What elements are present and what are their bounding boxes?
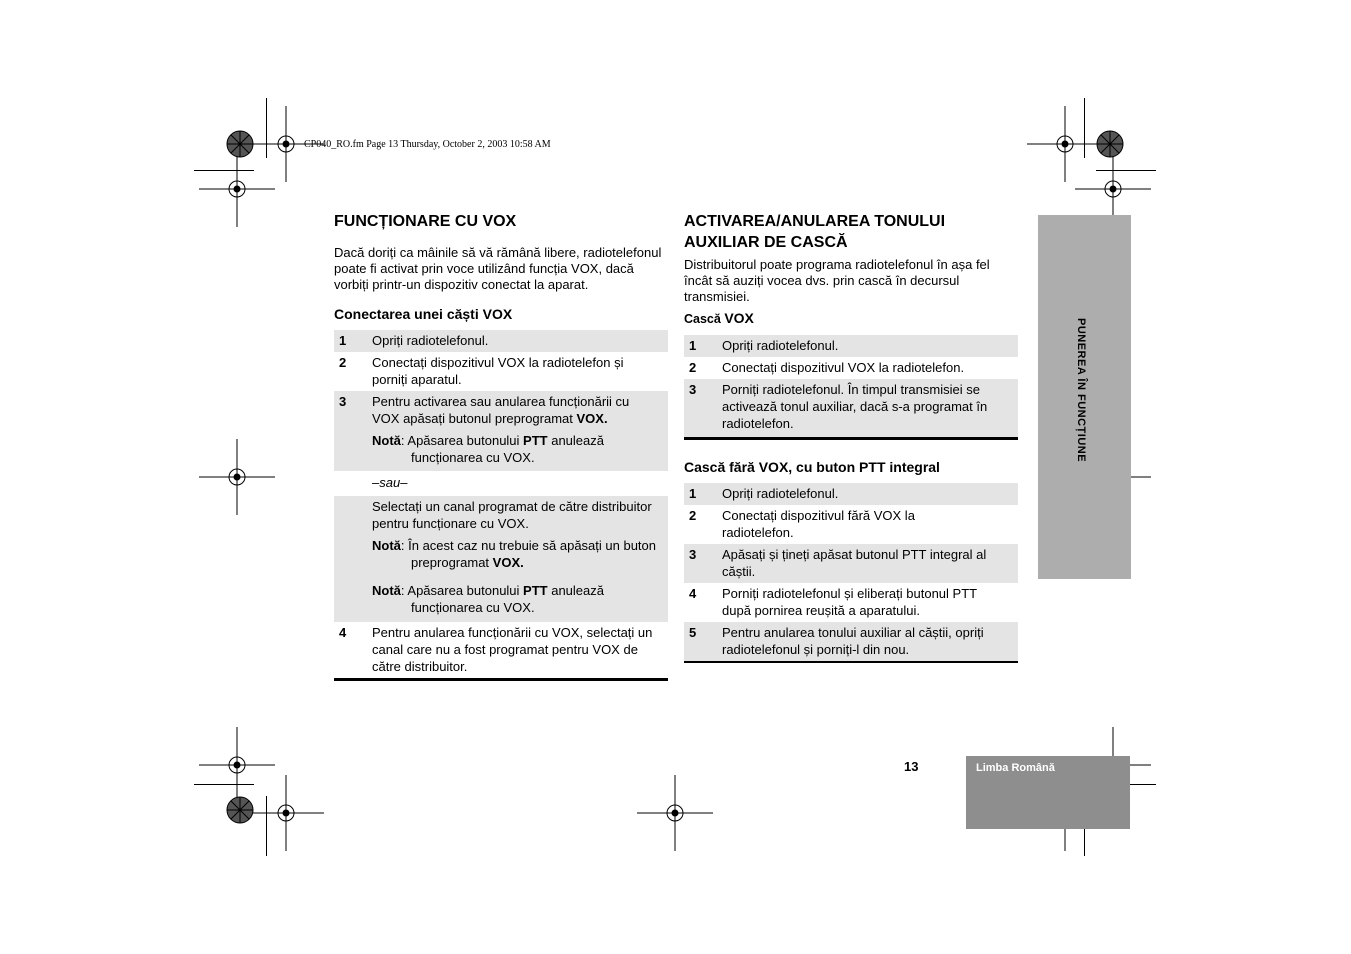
step-text: Porniți radiotelefonul și eliberați butonul PTT după pornirea reușită a aparatului.	[722, 586, 977, 618]
step-text: Conectați dispozitivul VOX la radiotelefon și porniți aparatul.	[372, 355, 624, 387]
table-row	[684, 357, 1018, 379]
crosshair-target-icon	[637, 775, 713, 851]
step-number: 3	[334, 391, 372, 471]
step-text: Conectați dispozitivul fără VOX la radiotelefon.	[722, 508, 915, 540]
title-line: AUXILIAR DE CASCĂ	[684, 234, 848, 251]
note-bold: PTT	[523, 433, 548, 448]
crosshair-target-icon	[199, 439, 275, 515]
note	[372, 537, 660, 571]
step-number: 1	[684, 483, 722, 505]
step-text: Pentru anularea funcționării cu VOX, selectați un canal care nu a fost programat pentru VOX de către distribuitor.	[372, 625, 653, 674]
table-row	[684, 335, 1018, 357]
starburst-target-icon	[227, 797, 253, 823]
table-row	[684, 483, 1018, 505]
step-number: 2	[689, 508, 697, 523]
step-number: 3	[684, 379, 722, 437]
subtitle-part: VOX	[724, 310, 754, 326]
table-row	[334, 496, 668, 622]
step-text: Selectați un canal programat de către distribuitor pentru funcționare cu VOX.	[372, 499, 652, 531]
crosshair-target-icon	[248, 106, 324, 182]
vox-steps-table	[334, 330, 668, 678]
vox-intro-paragraph: Dacă doriți ca mâinile să vă rămână libere, radiotelefonul poate fi activat prin voce utilizând funcția VOX, dacă vorbiți printr-un dispozitiv conectat la aparat.	[334, 245, 662, 292]
note	[372, 582, 660, 616]
table-row	[684, 622, 1018, 661]
step-number: 4	[339, 625, 347, 640]
right-column	[684, 211, 1018, 663]
step-text-bold: VOX.	[576, 411, 608, 426]
step-number: 2	[689, 360, 697, 375]
note-text: : În acest caz nu trebuie să apăsați un buton preprogramat	[400, 538, 657, 570]
language-tab	[966, 756, 1130, 829]
step-cell	[372, 391, 668, 471]
step-text: Pentru anularea tonului auxiliar al căștii, opriți radiotelefonul și porniți-l din nou.	[722, 622, 1018, 661]
note-text: : Apăsarea butonului	[400, 583, 524, 598]
step-text	[372, 393, 660, 427]
step-number	[334, 471, 372, 496]
section-title-sidetone	[684, 211, 1018, 253]
page-number: 13	[904, 759, 919, 774]
table-bottom-rule	[684, 661, 1018, 663]
table-row	[334, 622, 668, 678]
note-label: Notă	[372, 583, 401, 598]
starburst-target-icon	[227, 131, 253, 157]
note-text: anulează funcționarea cu VOX.	[411, 433, 604, 465]
step-number: 2	[339, 355, 347, 370]
note-label: Notă	[372, 433, 401, 448]
note-bold: PTT	[523, 583, 548, 598]
subsection-title-vox-headset: Conectarea unei căști VOX	[334, 306, 513, 322]
crosshair-target-icon	[248, 775, 324, 851]
table-bottom-rule	[334, 678, 668, 681]
subtitle-part: Cască	[684, 312, 725, 326]
file-header-line: CP040_RO.fm Page 13 Thursday, October 2, 2003 10:58 AM	[304, 139, 551, 150]
note-bold: VOX.	[492, 555, 524, 570]
note	[372, 432, 660, 466]
step-text: Apăsați și țineți apăsat butonul PTT integral al căștii.	[722, 544, 1018, 583]
step-number: 4	[689, 586, 697, 601]
or-separator: –sau–	[372, 475, 408, 490]
chapter-side-tab-label: PUNEREA ÎN FUNCȚIUNE	[1075, 318, 1087, 463]
step-number: 1	[334, 330, 372, 352]
step-text: Opriți radiotelefonul.	[722, 483, 1018, 505]
step-text: Conectați dispozitivul VOX la radiotelefon.	[722, 360, 965, 375]
table-row	[684, 583, 1018, 622]
table-row	[334, 330, 668, 352]
table-row	[684, 505, 1018, 544]
step-number: 3	[684, 544, 722, 583]
left-column	[334, 211, 668, 681]
step-text: Opriți radiotelefonul.	[372, 330, 668, 352]
subsection-title-vox-headset	[684, 310, 1018, 326]
step-number	[334, 496, 372, 622]
vox-headset-steps-table	[684, 335, 1018, 437]
table-row	[684, 544, 1018, 583]
step-text-part: Pentru activarea sau anularea funcționării cu VOX apăsați butonul preprogramat	[372, 394, 630, 426]
crosshair-target-icon	[199, 727, 275, 803]
table-row	[334, 471, 668, 496]
note-text: : Apăsarea butonului	[400, 433, 524, 448]
step-cell	[372, 496, 668, 622]
chapter-side-tab	[1038, 215, 1131, 579]
subsection-title-ptt-headset: Cască fără VOX, cu buton PTT integral	[684, 459, 940, 475]
step-number: 1	[684, 335, 722, 357]
table-row	[334, 352, 668, 391]
table-row	[684, 379, 1018, 437]
table-row	[334, 391, 668, 471]
note-text: anulează funcționarea cu VOX.	[411, 583, 604, 615]
step-text: Opriți radiotelefonul.	[722, 335, 1018, 357]
table-bottom-rule	[684, 437, 1018, 440]
starburst-target-icon	[1097, 131, 1123, 157]
crosshair-target-icon	[199, 151, 275, 227]
step-number: 5	[684, 622, 722, 661]
note-label: Notă	[372, 538, 401, 553]
crosshair-target-icon	[1027, 106, 1103, 182]
language-label: Limba Română	[976, 762, 1055, 774]
sidetone-intro-paragraph: Distribuitorul poate programa radiotelefonul în așa fel încât să auziți vocea dvs. prin cască în decursul transmisiei.	[684, 257, 990, 304]
ptt-headset-steps-table	[684, 483, 1018, 661]
section-title-vox: FUNCȚIONARE CU VOX	[334, 213, 517, 230]
title-line: ACTIVAREA/ANULAREA TONULUI	[684, 213, 946, 230]
step-text: Porniți radiotelefonul. În timpul transmisiei se activează tonul auxiliar, dacă s-a programat în radiotelefon.	[722, 379, 1018, 437]
